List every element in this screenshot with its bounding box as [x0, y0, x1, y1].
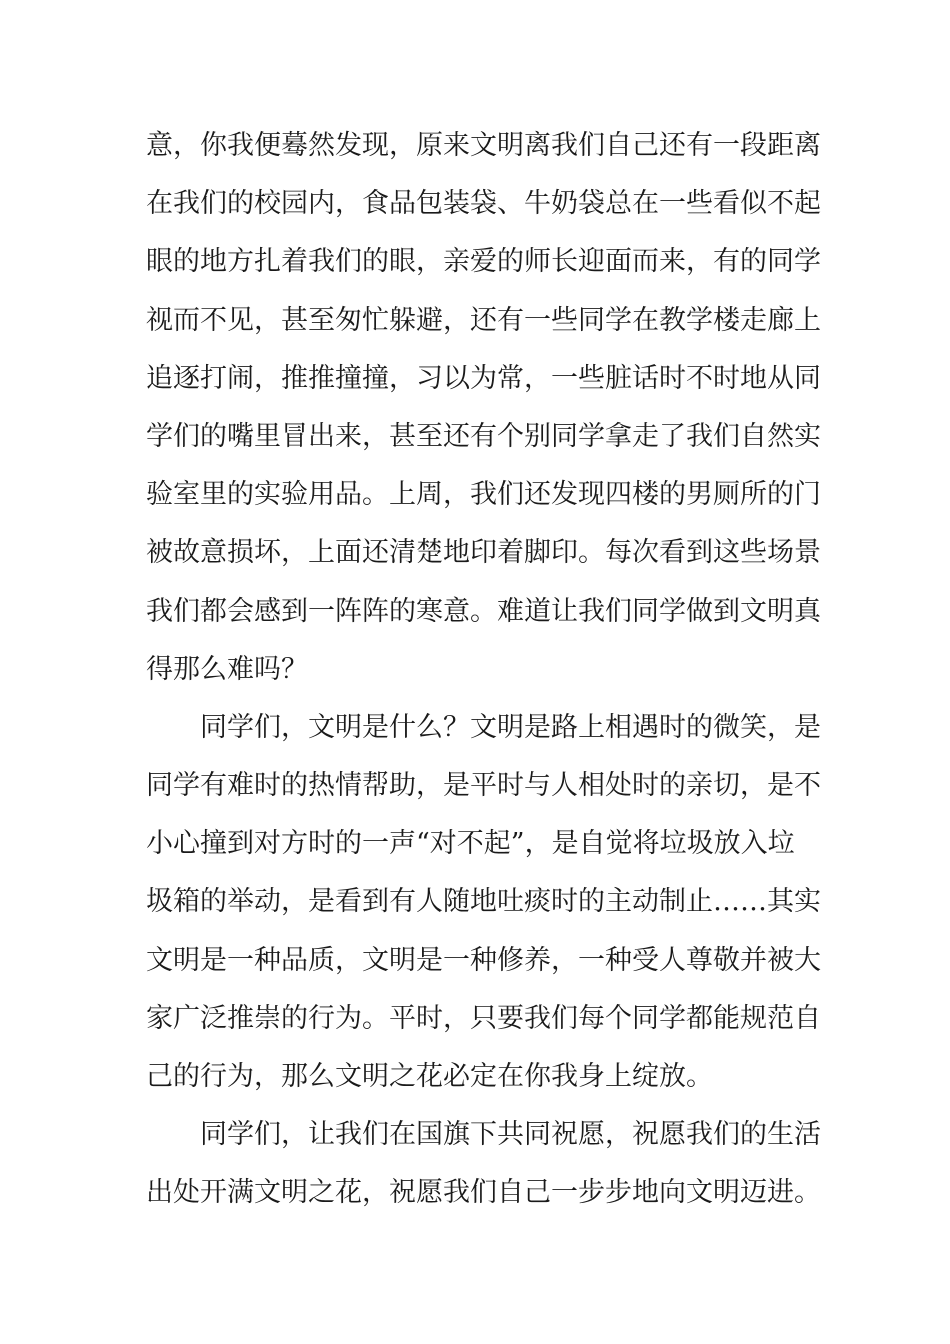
text-line: 出处开满文明之花，祝愿我们自己一步步地向文明迈进。 — [146, 1177, 821, 1209]
text-line: 视而不见，甚至匆忙躲避，还有一些同学在教学楼走廊上 — [146, 304, 821, 336]
paragraph-closing-wish — [146, 1106, 821, 1222]
text-line: 被故意损坏，上面还清楚地印着脚印。每次看到这些场景 — [146, 537, 821, 569]
text-line-indented: 同学们，让我们在国旗下共同祝愿，祝愿我们的生活 — [200, 1119, 821, 1151]
text-line: 得那么难吗？ — [146, 653, 308, 685]
text-line: 学们的嘴里冒出来，甚至还有个别同学拿走了我们自然实 — [146, 420, 821, 452]
body-text — [146, 117, 821, 1223]
text-line: 家广泛推崇的行为。平时，只要我们每个同学都能规范自 — [146, 1002, 821, 1034]
text-line: 验室里的实验用品。上周，我们还发现四楼的男厕所的门 — [146, 479, 821, 511]
text-line: 己的行为，那么文明之花必定在你我身上绽放。 — [146, 1061, 713, 1092]
text-line: 追逐打闹，推推撞撞，习以为常，一些脏话时不时地从同 — [146, 362, 821, 394]
text-line: 小心撞到对方时的一声“对不起”，是自觉将垃圾放入垃 — [146, 828, 795, 860]
paragraph-continuation — [146, 117, 821, 699]
text-line: 圾箱的举动，是看到有人随地吐痰时的主动制止……其实 — [146, 886, 821, 918]
text-line: 文明是一种品质，文明是一种修养，一种受人尊敬并被大 — [146, 944, 821, 976]
text-line: 我们都会感到一阵阵的寒意。难道让我们同学做到文明真 — [146, 595, 821, 627]
paragraph-what-is-civility — [146, 699, 821, 1106]
text-line: 在我们的校园内，食品包装袋、牛奶袋总在一些看似不起 — [146, 188, 821, 220]
text-line: 同学有难时的热情帮助，是平时与人相处时的亲切，是不 — [146, 770, 821, 802]
text-line: 意，你我便蓦然发现，原来文明离我们自己还有一段距离 — [146, 130, 821, 161]
text-line-indented: 同学们，文明是什么？文明是路上相遇时的微笑，是 — [200, 711, 821, 743]
text-line: 眼的地方扎着我们的眼，亲爱的师长迎面而来，有的同学 — [146, 246, 821, 278]
